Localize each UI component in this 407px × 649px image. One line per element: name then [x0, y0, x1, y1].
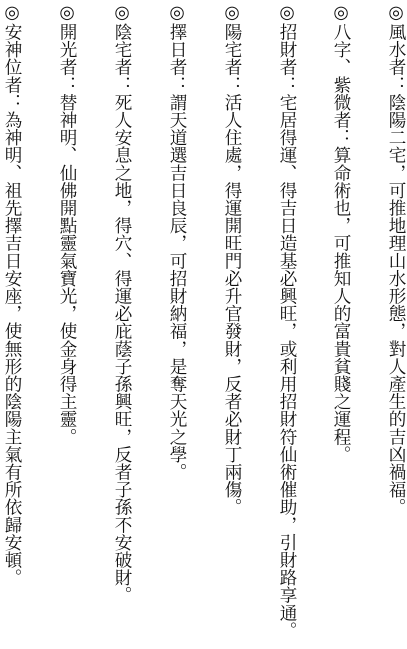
paragraph-zhaocai: ◎招財者：宅居得運、得吉日造基必興旺，或利用招財符仙術催助，引財路享通。	[277, 3, 297, 639]
paragraph-bazi-ziwei: ◎八字、紫微者：算命術也，可推知人的富貴貧賤之運程。	[331, 3, 351, 463]
paragraph-yangzhai: ◎陽宅者：活人住處，得運開旺門必升官發財，反者必財丁兩傷。	[222, 3, 242, 516]
paragraph-kaiguang: ◎開光者：替神明、仙佛開點靈氣寶光，使金身得主靈。	[57, 3, 77, 446]
paragraph-fengshui: ◎風水者：陰陽二宅，可推地理山水形態，對人產生的吉凶禍福。	[386, 3, 406, 516]
paragraph-anshenwei: ◎安神位者：為神明、祖先擇吉日安座，使無形的陰陽主氣有所依歸安頓。	[2, 3, 22, 587]
paragraph-zeri: ◎擇日者：謂天道選吉日良辰，可招財納福，是奪天光之學。	[167, 3, 187, 481]
paragraph-yinzhai: ◎陰宅者：死人安息之地，得穴、得運必庇蔭子孫興旺，反者子孫不安破財。	[112, 3, 132, 604]
